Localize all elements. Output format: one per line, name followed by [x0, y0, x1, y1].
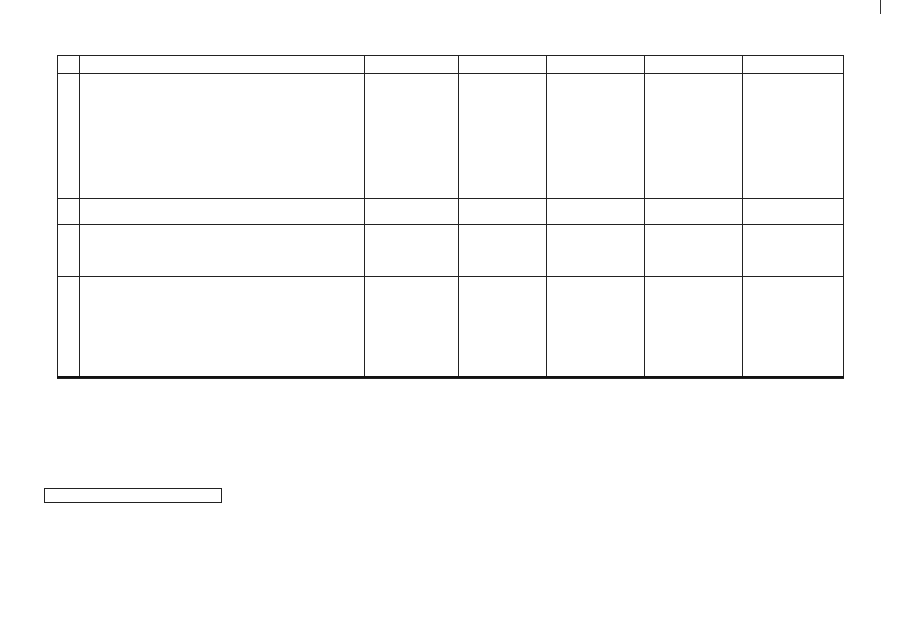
row-c3 [547, 74, 645, 199]
row-number [58, 277, 80, 377]
row-c1 [365, 56, 459, 74]
row-c2 [459, 199, 547, 225]
row-name [80, 277, 365, 377]
row-c1 [365, 74, 459, 199]
table-row [58, 56, 844, 74]
budget-table [57, 55, 844, 379]
row-c3 [547, 277, 645, 377]
table-row [58, 225, 844, 277]
total-c2 [459, 377, 547, 379]
row-c5 [743, 56, 844, 74]
row-number [58, 225, 80, 277]
row-c4 [645, 199, 743, 225]
row-c4 [645, 225, 743, 277]
total-c3 [547, 377, 645, 379]
row-c3 [547, 199, 645, 225]
row-c4 [645, 56, 743, 74]
row-name [80, 56, 365, 74]
row-c5 [743, 225, 844, 277]
row-c5 [743, 199, 844, 225]
row-c3 [547, 225, 645, 277]
row-c5 [743, 74, 844, 199]
table-row [58, 74, 844, 199]
row-c3 [547, 56, 645, 74]
summary-table [44, 488, 879, 503]
row-number [58, 56, 80, 74]
row-c5 [743, 277, 844, 377]
row-c2 [459, 277, 547, 377]
table-row [58, 199, 844, 225]
row-c2 [459, 74, 547, 199]
summary-label [45, 489, 222, 503]
total-row [58, 377, 844, 379]
row-c2 [459, 225, 547, 277]
total-c5 [743, 377, 844, 379]
total-c4 [645, 377, 743, 379]
total-c1 [365, 377, 459, 379]
row-c1 [365, 277, 459, 377]
row-c1 [365, 225, 459, 277]
row-number [58, 74, 80, 199]
row-name [80, 199, 365, 225]
row-c4 [645, 277, 743, 377]
row-c1 [365, 199, 459, 225]
total-num [58, 377, 80, 379]
edge-tick [880, 0, 881, 14]
table-row [58, 277, 844, 377]
row-name [80, 225, 365, 277]
summary-row [45, 489, 880, 503]
row-c4 [645, 74, 743, 199]
row-name [80, 74, 365, 199]
row-number [58, 199, 80, 225]
total-label [80, 377, 365, 379]
row-c2 [459, 56, 547, 74]
